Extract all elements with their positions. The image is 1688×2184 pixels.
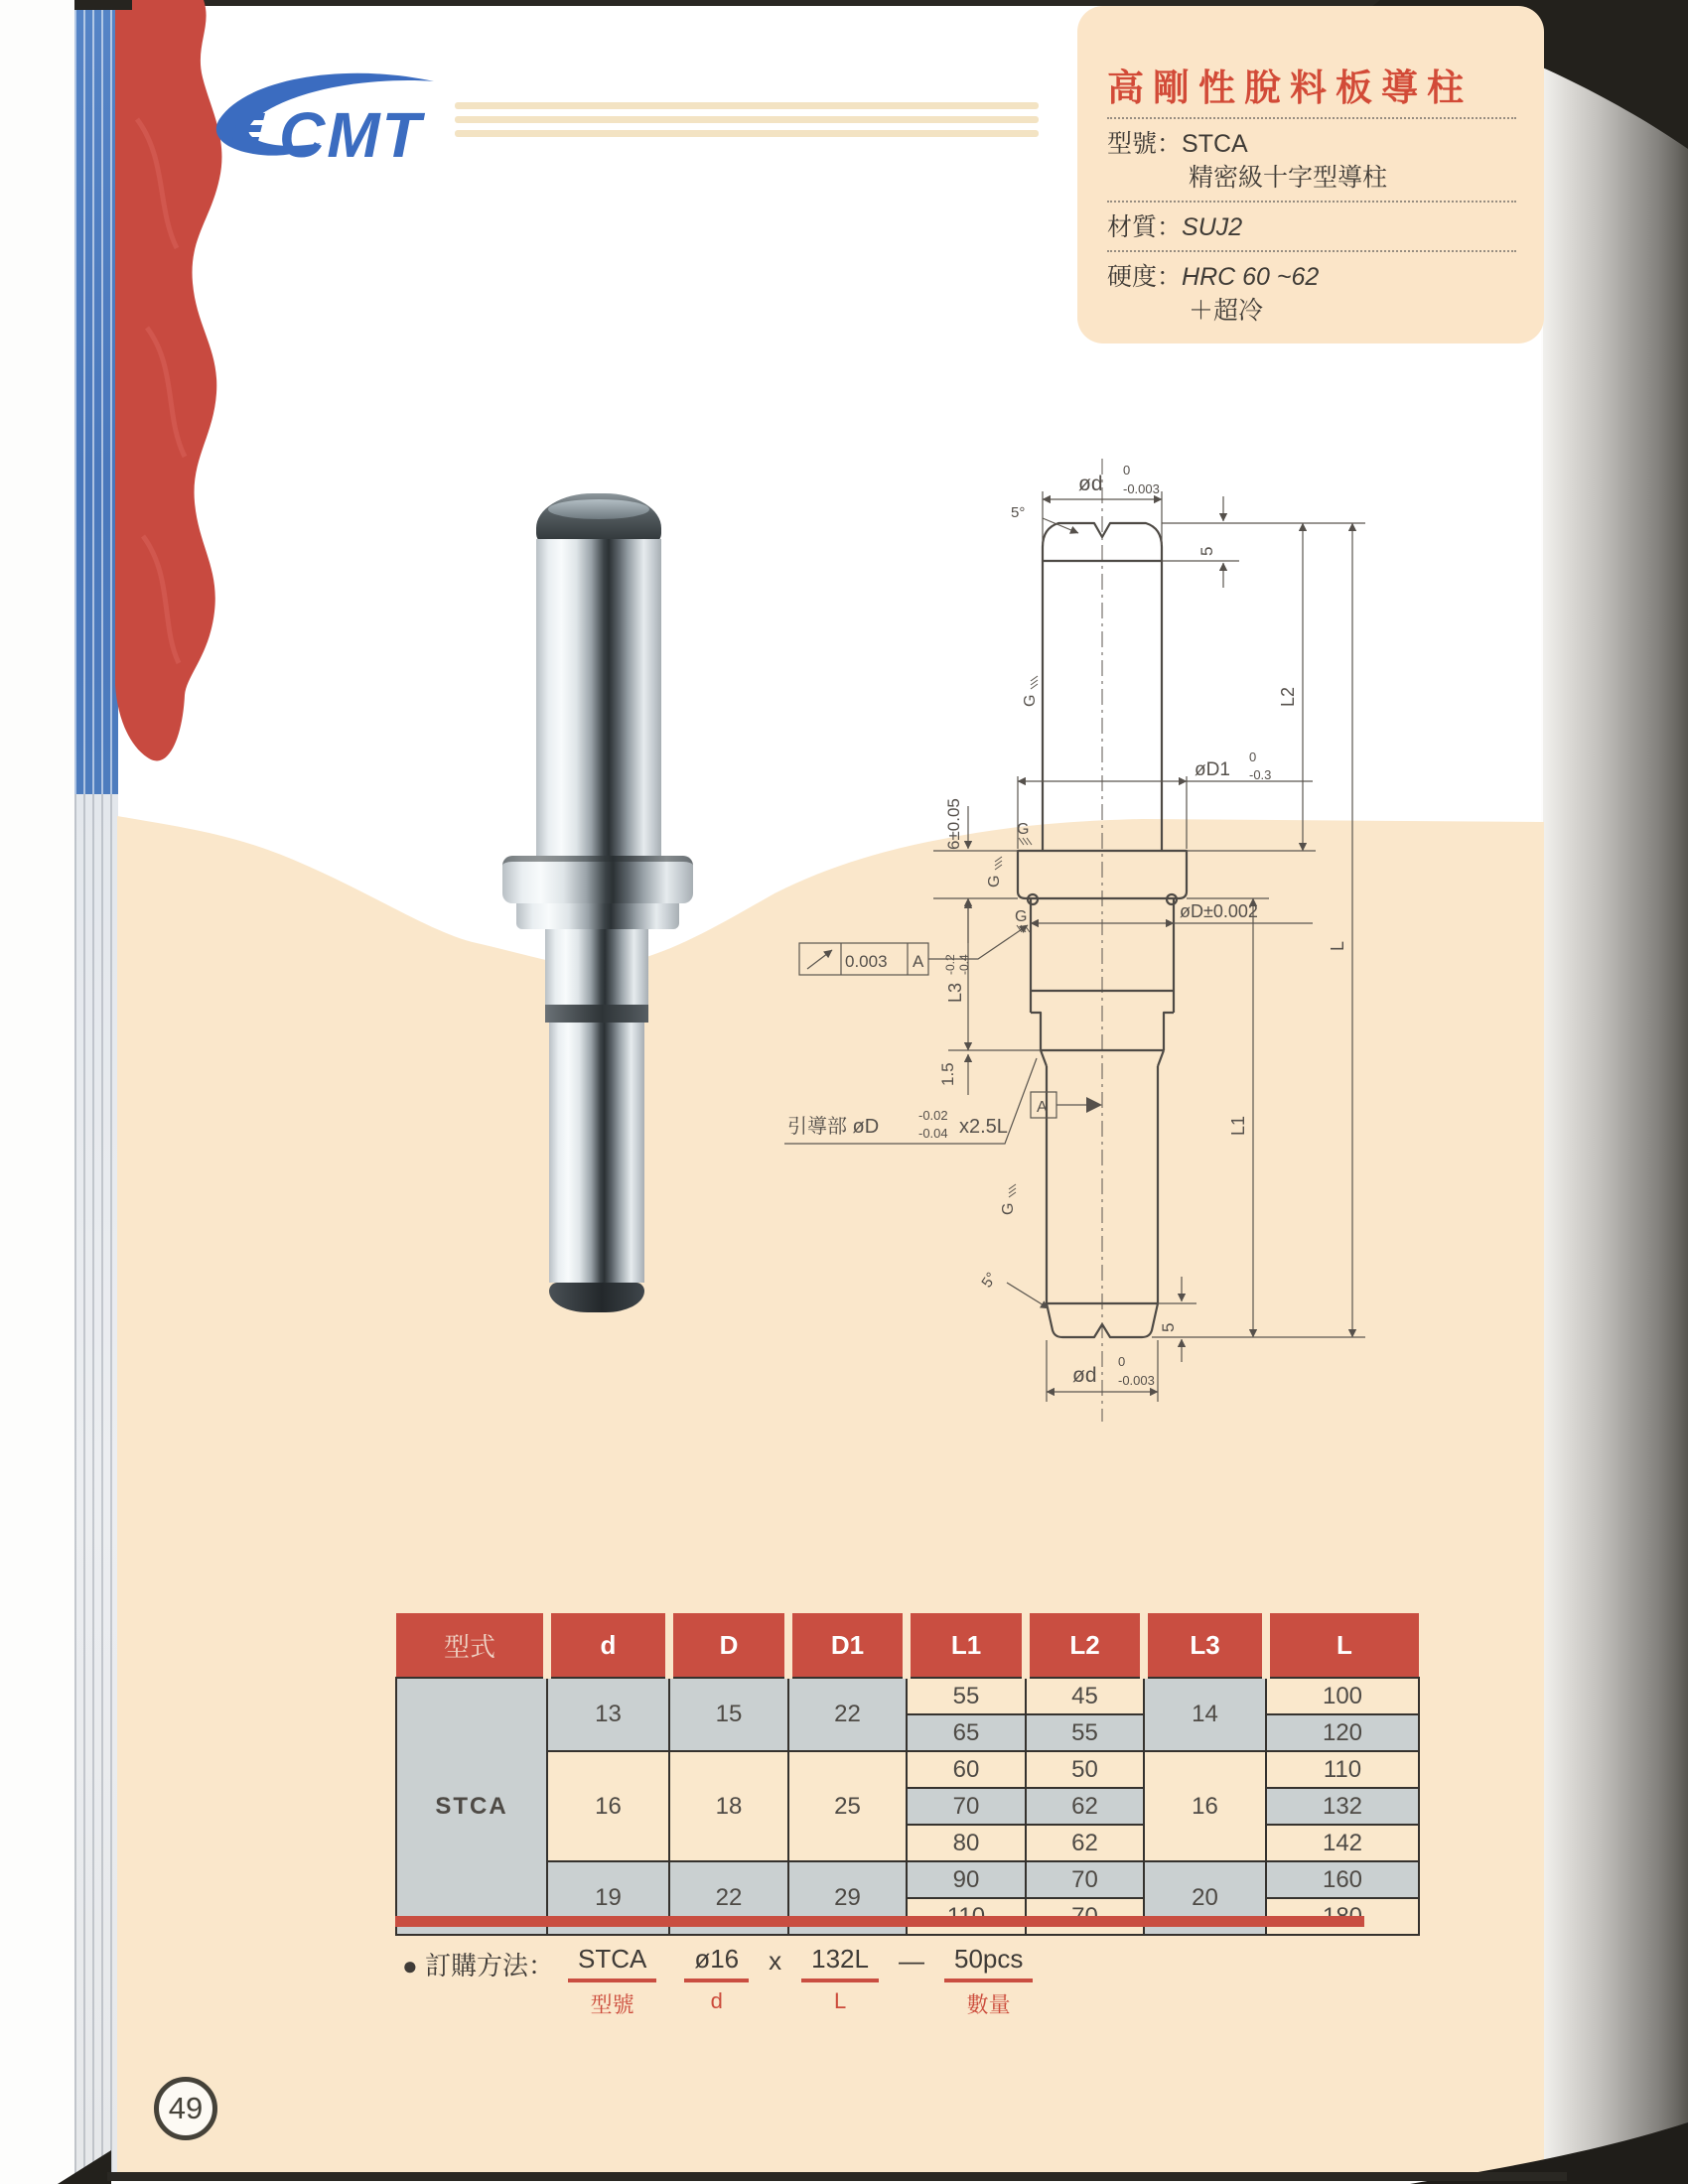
cell-d: 16	[547, 1751, 669, 1861]
ordering-qty-sub: 數量	[966, 1992, 1011, 2017]
dotted-divider	[1107, 250, 1516, 252]
dim-chamfer-top: 5	[1197, 546, 1216, 556]
finish-mark	[986, 857, 1003, 887]
dotted-divider	[1107, 201, 1516, 203]
dim-dia-d-top: ød	[1078, 473, 1103, 495]
col-header-L1: L1	[907, 1613, 1026, 1678]
ordering-model-value: STCA	[568, 1944, 656, 1982]
ordering-model-sub: 型號	[590, 1992, 634, 2017]
cell-d: 13	[547, 1678, 669, 1751]
cell-D: 15	[669, 1678, 788, 1751]
cell-L1: 80	[907, 1825, 1026, 1861]
book-bottom-edge	[107, 2172, 1567, 2181]
cell-L: 132	[1266, 1788, 1419, 1825]
cell-L: 120	[1266, 1714, 1419, 1751]
cell-L2: 45	[1026, 1678, 1144, 1714]
dim-flange-height: 6±0.05	[944, 798, 963, 850]
leadin-suffix: x2.5L	[959, 1116, 1008, 1138]
cell-L2: 62	[1026, 1788, 1144, 1825]
dim-dia-d-top-tol-lower: -0.003	[1123, 481, 1160, 496]
leadin-tol-upper: -0.02	[918, 1108, 948, 1123]
cell-L1: 70	[907, 1788, 1026, 1825]
dim-angle-bottom: 5°	[978, 1269, 1001, 1292]
photo-flange-ring	[516, 903, 679, 929]
cell-L2: 62	[1026, 1825, 1144, 1861]
ordering-item-qty	[944, 1944, 1033, 2019]
hardness-label: 硬度	[1107, 263, 1158, 291]
cell-L: 110	[1266, 1751, 1419, 1788]
page-number	[154, 2077, 217, 2140]
material-row	[1107, 210, 1516, 244]
runout-icon	[807, 950, 832, 969]
cell-D: 18	[669, 1751, 788, 1861]
datum-flag	[1031, 1092, 1102, 1118]
dim-dia-d-bottom: ød	[1072, 1364, 1097, 1387]
model-desc: 精密級十字型導柱	[1189, 164, 1388, 192]
runout-value: 0.003	[845, 952, 888, 971]
col-header-d: d	[547, 1613, 669, 1678]
cell-d: 19	[547, 1861, 669, 1935]
cell-L: 142	[1266, 1825, 1419, 1861]
col-header-model: 型式	[396, 1613, 547, 1678]
finish-mark	[1000, 1184, 1017, 1215]
bullet-icon: ●	[402, 1951, 418, 1980]
ordering-d-sub: d	[710, 1988, 723, 2013]
runout-frame	[799, 925, 1028, 975]
svg-text:G: G	[1000, 1202, 1017, 1215]
photo-upper-shaft	[536, 539, 661, 859]
cell-L3: 16	[1144, 1751, 1266, 1861]
dim-L: L	[1328, 940, 1347, 951]
ordering-label	[402, 1944, 554, 1982]
svg-text:G: G	[986, 875, 1003, 887]
cell-L2: 55	[1026, 1714, 1144, 1751]
cell-L: 100	[1266, 1678, 1419, 1714]
table-bottom-red-strip	[395, 1916, 1364, 1927]
table-header-row	[396, 1613, 1419, 1678]
dim-dia-D1-tol-upper: 0	[1249, 750, 1257, 764]
dim-dia-d-bottom-tol-upper: 0	[1118, 1354, 1126, 1369]
colon: ：	[1157, 263, 1183, 291]
colon: ：	[527, 1951, 554, 1980]
photo-flange	[502, 856, 693, 903]
photo-lower-shaft	[549, 1023, 644, 1283]
cell-L3: 14	[1144, 1678, 1266, 1751]
datum-letter: A	[1037, 1099, 1048, 1116]
photo-mid-section	[545, 929, 648, 1005]
photo-top-cap-face	[548, 499, 649, 519]
header-panel	[1077, 6, 1544, 343]
hardness-extra: ＋超冷	[1189, 297, 1264, 325]
dim-dia-d-bottom-tol-lower: -0.003	[1118, 1373, 1155, 1388]
dim-L1: L1	[1228, 1115, 1248, 1136]
cell-L1: 55	[907, 1678, 1026, 1714]
col-header-L2: L2	[1026, 1613, 1144, 1678]
finish-mark	[1017, 821, 1032, 845]
bottom-left-dark-corner	[58, 2132, 113, 2184]
cell-L2: 50	[1026, 1751, 1144, 1788]
ordering-method	[402, 1944, 1047, 2019]
hardness-row	[1107, 260, 1516, 294]
part-upper-shaft	[1043, 523, 1162, 851]
ordering-separator-x: x	[769, 1946, 782, 1976]
table-row	[396, 1861, 1419, 1898]
leadin-note	[784, 1058, 1037, 1144]
dim-lead-chamfer: 1.5	[938, 1062, 957, 1086]
dim-L3-tol-lower: -0.4	[957, 954, 971, 975]
dim-L2: L2	[1278, 686, 1298, 707]
ordering-qty-value: 50pcs	[944, 1944, 1033, 1982]
colon: ：	[1157, 213, 1183, 241]
dim-dia-D: øD±0.002	[1180, 901, 1258, 921]
col-header-D: D	[669, 1613, 788, 1678]
book-right-page-curl	[1541, 0, 1688, 2184]
dim-L3-tol-upper: -0.2	[943, 954, 957, 975]
cell-L1: 60	[907, 1751, 1026, 1788]
decorative-lines	[455, 102, 1039, 150]
model-value: STCA	[1182, 130, 1248, 158]
logo-text: CMT	[279, 99, 423, 171]
cell-L3: 20	[1144, 1861, 1266, 1935]
cell-L1: 65	[907, 1714, 1026, 1751]
ordering-item-model	[568, 1944, 656, 2019]
col-header-L: L	[1266, 1613, 1419, 1678]
model-label: 型號	[1107, 130, 1158, 158]
cell-L2: 70	[1026, 1861, 1144, 1898]
page-number-text: 49	[168, 2091, 204, 2125]
cell-D1: 29	[788, 1861, 907, 1935]
colon: ：	[1157, 130, 1183, 158]
material-value: SUJ2	[1182, 213, 1243, 241]
svg-text:G: G	[1022, 694, 1039, 707]
table-row	[396, 1678, 1419, 1714]
col-header-D1: D1	[788, 1613, 907, 1678]
cell-L1: 90	[907, 1861, 1026, 1898]
dim-dia-D1: øD1	[1195, 759, 1230, 780]
spec-table	[395, 1613, 1420, 1936]
page-title: 高剛性脫料板導柱	[1107, 68, 1473, 108]
leadin-tol-lower: -0.04	[918, 1126, 948, 1141]
finish-mark	[1022, 676, 1039, 707]
dim-chamfer-bottom: 5	[1159, 1322, 1178, 1332]
model-cell: STCA	[396, 1678, 547, 1935]
leadin-prefix: 引導部 øD	[787, 1116, 880, 1138]
ordering-L-sub: L	[833, 1988, 847, 2013]
dim-dia-D1-tol-lower: -0.3	[1249, 767, 1272, 782]
hardness-value: HRC 60 ~62	[1182, 263, 1320, 291]
ordering-item-d	[684, 1944, 749, 2014]
dim-angle-top: 5°	[1011, 504, 1026, 521]
runout-datum-ref: A	[913, 952, 924, 971]
top-left-dark-corner	[74, 0, 132, 10]
ordering-d-value: ø16	[684, 1944, 749, 1982]
dim-dia-d-top-tol-upper: 0	[1123, 463, 1131, 478]
dim-L3: L3	[945, 982, 965, 1003]
svg-text:G: G	[1017, 821, 1030, 838]
ordering-label-text: 訂購方法	[424, 1951, 528, 1980]
photo-groove	[545, 1005, 648, 1023]
ordering-L-value: 132L	[801, 1944, 879, 1982]
cell-D: 22	[669, 1861, 788, 1935]
ordering-separator-dash: —	[898, 1946, 924, 1976]
cmt-logo	[184, 58, 452, 177]
dotted-divider	[1107, 117, 1516, 119]
ordering-item-L	[801, 1944, 879, 2014]
left-margin	[0, 0, 74, 2184]
material-label: 材質	[1107, 213, 1158, 241]
cell-D1: 25	[788, 1751, 907, 1861]
technical-drawing	[755, 427, 1430, 1479]
svg-text:G: G	[1015, 908, 1028, 925]
model-row	[1107, 127, 1516, 161]
table-row	[396, 1751, 1419, 1788]
cell-L: 160	[1266, 1861, 1419, 1898]
cell-D1: 22	[788, 1678, 907, 1751]
col-header-L3: L3	[1144, 1613, 1266, 1678]
